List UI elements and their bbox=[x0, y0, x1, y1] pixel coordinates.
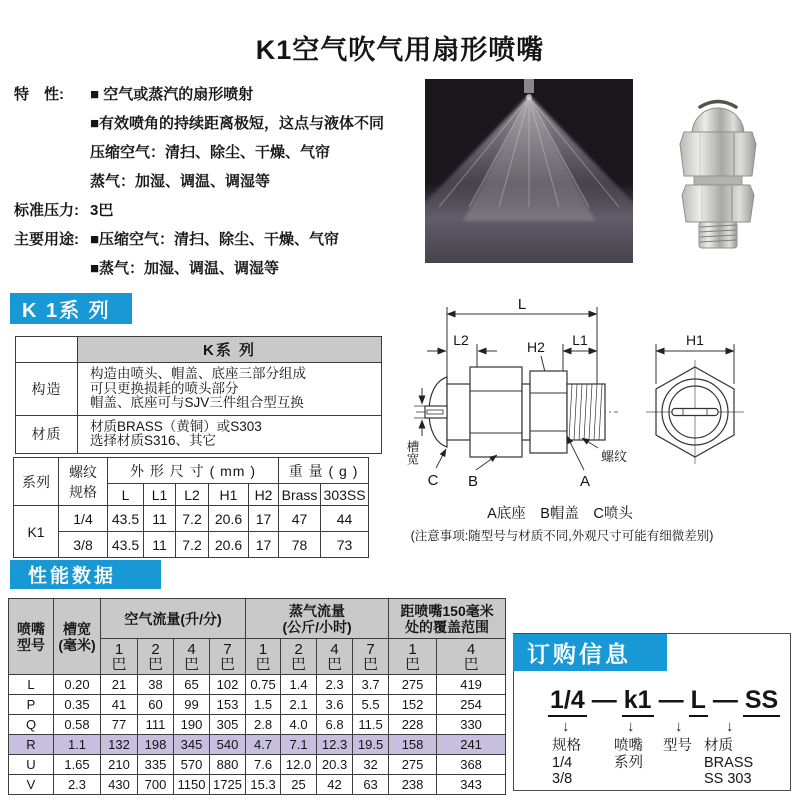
order-legend-material: 材质 BRASS SS 303 bbox=[704, 738, 754, 787]
order-code-separator: — bbox=[591, 686, 617, 714]
uses-label: 主要用途: bbox=[14, 231, 79, 248]
series-col-header: 系列 bbox=[14, 458, 59, 506]
order-code-model: L bbox=[689, 686, 708, 717]
uses-row bbox=[14, 225, 474, 254]
order-code-size: 1/4 bbox=[548, 686, 587, 717]
table-row: L 0.20 21 38 65 102 0.75 1.4 2.3 3.7 275 419 bbox=[9, 675, 506, 695]
table-row: 3/8 43.5 11 7.2 20.6 17 78 73 bbox=[14, 532, 369, 558]
pressure-row bbox=[14, 196, 474, 225]
slot-width-label: 槽宽 bbox=[405, 440, 419, 465]
air-flow-group-header: 空气流量(升/分) bbox=[101, 599, 246, 639]
construction-label: 构造 bbox=[16, 363, 78, 416]
thread-label: 螺纹 bbox=[601, 449, 628, 464]
dim-label-H1: H1 bbox=[686, 332, 704, 348]
table-row: U 1.65 210 335 570 880 7.6 12.0 20.3 32 275 368 bbox=[9, 755, 506, 775]
k-series-empty-header bbox=[16, 337, 78, 363]
part-label-b: B bbox=[467, 473, 479, 490]
order-code-separator: — bbox=[658, 686, 684, 714]
page-title: K1空气吹气用扇形喷嘴 bbox=[255, 35, 545, 65]
dim-label-L2: L2 bbox=[453, 332, 469, 348]
section-badge-k1-series: K 1系 列 bbox=[10, 293, 132, 324]
order-legend-size: 规格 1/4 3/8 bbox=[552, 738, 581, 787]
dim-sub-header: L2 bbox=[176, 484, 209, 506]
down-arrow-icon: ↓ bbox=[675, 718, 683, 735]
down-arrow-icon: ↓ bbox=[627, 718, 635, 735]
pressure-header: 1 巴 bbox=[101, 639, 138, 675]
uses-line: ■蒸气：加湿、调温、调湿等 bbox=[90, 260, 280, 277]
dim-sub-header: H2 bbox=[249, 484, 279, 506]
drawing-caption: A底座 B帽盖 C喷头 bbox=[487, 506, 633, 522]
dim-label-H2: H2 bbox=[527, 339, 545, 355]
model-col-header: 喷嘴 型号 bbox=[9, 599, 54, 675]
down-arrow-icon: ↓ bbox=[726, 718, 734, 735]
pressure-header: 4 巴 bbox=[317, 639, 353, 675]
slot-col-header: 槽宽 (毫米) bbox=[54, 599, 101, 675]
section-badge-performance: 性能数据 bbox=[10, 560, 161, 589]
feature-row bbox=[14, 138, 474, 167]
order-code-material: SS bbox=[743, 686, 780, 717]
pressure-header: 7 巴 bbox=[353, 639, 389, 675]
pressure-header: 2 巴 bbox=[281, 639, 317, 675]
down-arrow-icon: ↓ bbox=[562, 718, 570, 735]
performance-table bbox=[8, 598, 506, 795]
pressure-header: 4 巴 bbox=[174, 639, 210, 675]
order-code bbox=[514, 686, 790, 717]
technical-drawing bbox=[400, 292, 800, 548]
pressure-header: 2 巴 bbox=[138, 639, 174, 675]
table-row: P 0.35 41 60 99 153 1.5 2.1 3.6 5.5 152 254 bbox=[9, 695, 506, 715]
uses-line: ■压缩空气：清扫、除尘、干燥、气帘 bbox=[90, 231, 340, 248]
dim-sub-header: L bbox=[108, 484, 144, 506]
feature-label: 特 性: bbox=[14, 86, 64, 103]
material-text: 材质BRASS（黄铜）或S303 选择材质S316、其它 bbox=[78, 415, 382, 453]
uses-row bbox=[14, 254, 474, 283]
dim-sub-header: Brass bbox=[279, 484, 321, 506]
nozzle-product-photo bbox=[672, 88, 764, 252]
feature-row bbox=[14, 167, 474, 196]
dim-label-L: L bbox=[517, 296, 527, 313]
order-code-series: k1 bbox=[622, 686, 654, 717]
coverage-group-header: 距喷嘴150毫米 处的覆盖范围 bbox=[389, 599, 506, 639]
part-label-a: A bbox=[579, 473, 591, 490]
pressure-header: 7 巴 bbox=[210, 639, 246, 675]
pressure-label: 标准压力: bbox=[14, 202, 79, 219]
dim-sub-header: H1 bbox=[209, 484, 249, 506]
steam-flow-group-header: 蒸气流量 (公斤/小时) bbox=[246, 599, 389, 639]
dimensions-table bbox=[13, 457, 369, 558]
order-code-separator: — bbox=[712, 686, 738, 714]
table-row: V 2.3 430 700 1150 1725 15.3 25 42 63 238 343 bbox=[9, 775, 506, 795]
pressure-value: 3巴 bbox=[90, 202, 114, 219]
pressure-header: 1 巴 bbox=[246, 639, 281, 675]
pressure-header: 1 巴 bbox=[389, 639, 437, 675]
dim-sub-header: 303SS bbox=[321, 484, 369, 506]
table-row: Q 0.58 77 111 190 305 2.8 4.0 6.8 11.5 228 330 bbox=[9, 715, 506, 735]
feature-line: 压缩空气：清扫、除尘、干燥、气帘 bbox=[90, 144, 331, 161]
k-series-table bbox=[15, 336, 382, 454]
section-badge-ordering: 订购信息 bbox=[513, 634, 667, 671]
spray-pattern-photo bbox=[425, 79, 633, 263]
pressure-header: 4 巴 bbox=[437, 639, 506, 675]
part-label-c: C bbox=[427, 472, 439, 489]
intro-block bbox=[14, 80, 474, 283]
order-legend-model: 型号 bbox=[663, 738, 692, 754]
feature-line: ■有效喷角的持续距离极短，这点与液体不同 bbox=[90, 115, 385, 132]
weight-group-header: 重 量 ( g ) bbox=[279, 458, 369, 484]
feature-line: 蒸气：加湿、调温、调湿等 bbox=[90, 173, 271, 190]
thread-col-header: 螺纹 规格 bbox=[59, 458, 108, 506]
dims-group-header: 外 形 尺 寸 ( mm ) bbox=[108, 458, 279, 484]
feature-line: ■ 空气或蒸汽的扇形喷射 bbox=[90, 86, 254, 103]
material-label: 材质 bbox=[16, 415, 78, 453]
k-series-header: K系 列 bbox=[78, 337, 382, 363]
construction-text: 构造由喷头、帽盖、底座三部分组成 可只更换损耗的喷头部分 帽盖、底座可与SJV三件组合型互换 bbox=[78, 363, 382, 416]
feature-row bbox=[14, 80, 474, 109]
feature-row bbox=[14, 109, 474, 138]
drawing-note: (注意事项:随型号与材质不同,外观尺寸可能有细微差别) bbox=[410, 529, 714, 543]
series-value: K1 bbox=[14, 506, 59, 558]
order-legend-series: 喷嘴 系列 bbox=[614, 738, 643, 771]
table-row: K1 1/4 43.5 11 7.2 20.6 17 47 44 bbox=[14, 506, 369, 532]
table-row-highlighted: R 1.1 132 198 345 540 4.7 7.1 12.3 19.5 158 241 bbox=[9, 735, 506, 755]
dim-label-L1: L1 bbox=[572, 332, 588, 348]
dim-sub-header: L1 bbox=[144, 484, 176, 506]
